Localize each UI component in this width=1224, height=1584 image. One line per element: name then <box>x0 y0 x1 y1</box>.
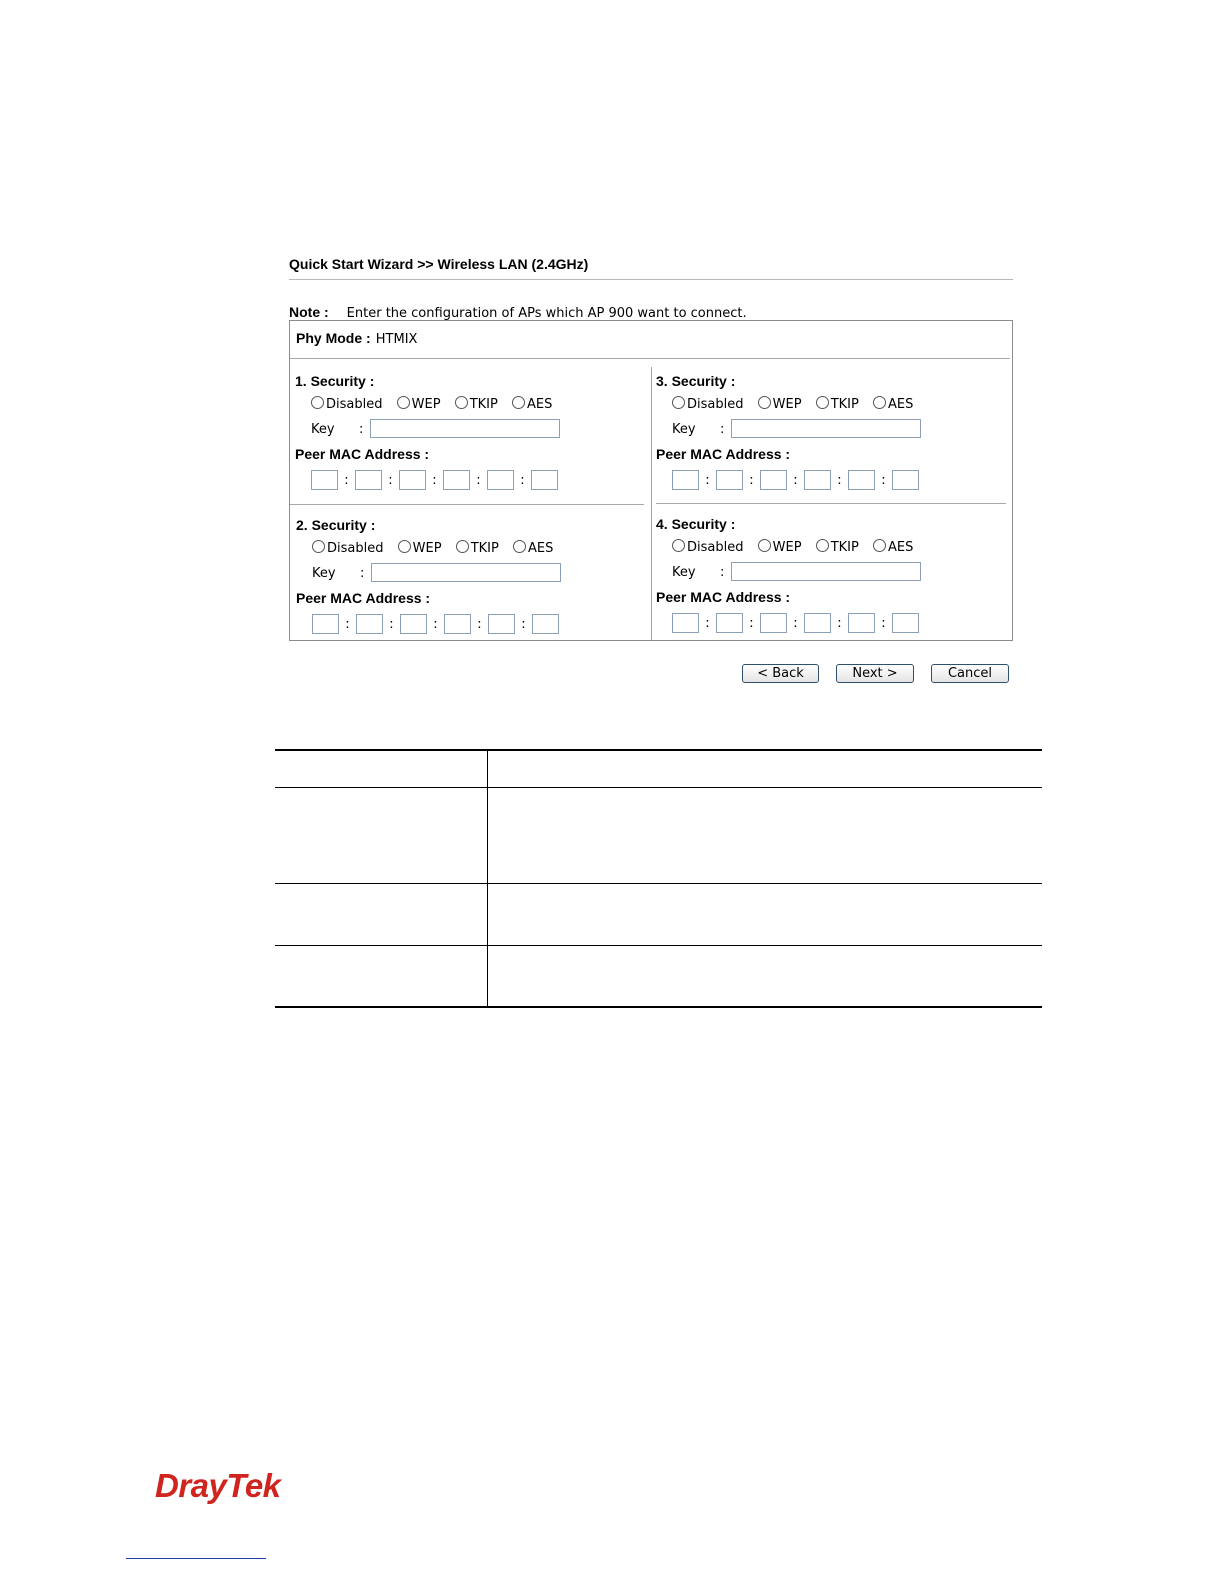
mac-separator: : <box>345 616 350 632</box>
peer-mac-title: Peer MAC Address : <box>656 589 791 605</box>
radio-label: WEP <box>412 541 442 556</box>
mac-separator: : <box>837 615 842 631</box>
key-input[interactable] <box>370 419 560 438</box>
key-input[interactable] <box>731 419 921 438</box>
radio-circle[interactable] <box>512 396 525 409</box>
ap-slot-2 <box>296 517 636 649</box>
peer-mac-row <box>312 614 559 634</box>
radio-label: WEP <box>772 397 802 412</box>
radio-circle[interactable] <box>758 396 771 409</box>
mac-separator: : <box>520 472 525 488</box>
radio-circle[interactable] <box>873 539 886 552</box>
radio-circle[interactable] <box>758 539 771 552</box>
note-text: Enter the configuration of APs which AP 900 want to connect. <box>346 306 747 321</box>
radio-circle[interactable] <box>311 396 324 409</box>
security-title: 3. Security : <box>656 373 736 389</box>
phy-mode-divider <box>290 358 1010 359</box>
mac-octet-input[interactable] <box>532 614 559 634</box>
radio-tkip[interactable] <box>455 396 498 412</box>
radio-label: WEP <box>411 397 441 412</box>
radio-label: AES <box>527 541 554 556</box>
radio-wep[interactable] <box>758 539 802 555</box>
mac-separator: : <box>881 472 886 488</box>
key-colon: : <box>720 565 725 580</box>
radio-circle[interactable] <box>672 539 685 552</box>
radio-disabled[interactable] <box>311 396 382 412</box>
radio-tkip[interactable] <box>816 396 859 412</box>
mac-octet-input[interactable] <box>356 614 383 634</box>
radio-disabled[interactable] <box>672 396 743 412</box>
table-bottom-rule <box>275 1006 1042 1008</box>
mac-separator: : <box>521 616 526 632</box>
note-label: Note : <box>289 304 329 320</box>
radio-label: Disabled <box>327 541 384 556</box>
mac-separator: : <box>476 472 481 488</box>
radio-circle[interactable] <box>397 396 410 409</box>
security-radio-group <box>312 540 563 556</box>
key-colon: : <box>720 422 725 437</box>
radio-aes[interactable] <box>513 540 553 556</box>
peer-mac-title: Peer MAC Address : <box>295 446 430 462</box>
mac-separator: : <box>749 615 754 631</box>
mac-separator: : <box>433 616 438 632</box>
radio-label: WEP <box>772 540 802 555</box>
key-label: Key <box>672 565 696 580</box>
cancel-button[interactable]: Cancel <box>931 664 1009 683</box>
key-row <box>672 422 724 437</box>
title-divider <box>289 279 1013 280</box>
mac-separator: : <box>793 615 798 631</box>
radio-label: AES <box>887 540 914 555</box>
radio-aes[interactable] <box>873 396 913 412</box>
radio-tkip[interactable] <box>456 540 499 556</box>
mac-separator: : <box>705 472 710 488</box>
radio-circle[interactable] <box>312 540 325 553</box>
radio-label: TKIP <box>830 540 859 555</box>
table-row-divider <box>275 945 1042 946</box>
radio-disabled[interactable] <box>672 539 743 555</box>
peer-mac-title: Peer MAC Address : <box>656 446 791 462</box>
wizard-title: Quick Start Wizard >> Wireless LAN (2.4GHz) <box>289 256 589 272</box>
mac-octet-input[interactable] <box>892 470 919 490</box>
key-label: Key <box>311 422 335 437</box>
ap-slot-1 <box>295 373 635 505</box>
key-input[interactable] <box>371 563 561 582</box>
radio-circle[interactable] <box>456 540 469 553</box>
phy-mode-label: Phy Mode : <box>296 330 371 346</box>
mac-octet-input[interactable] <box>848 613 875 633</box>
security-title: 1. Security : <box>295 373 375 389</box>
radio-circle[interactable] <box>455 396 468 409</box>
radio-wep[interactable] <box>397 396 441 412</box>
radio-circle[interactable] <box>873 396 886 409</box>
security-radio-group <box>672 396 923 412</box>
wireless-config-panel <box>289 320 1013 641</box>
mac-octet-input[interactable] <box>672 613 699 633</box>
radio-label: Disabled <box>326 397 383 412</box>
phy-mode <box>296 328 417 347</box>
mac-octet-input[interactable] <box>716 470 743 490</box>
table-row-divider <box>275 883 1042 884</box>
description-table <box>275 749 1042 1008</box>
mac-separator: : <box>389 616 394 632</box>
mac-separator: : <box>477 616 482 632</box>
security-title: 2. Security : <box>296 517 376 533</box>
radio-label: TKIP <box>830 397 859 412</box>
radio-label: TKIP <box>470 541 499 556</box>
key-label: Key <box>672 422 696 437</box>
key-row <box>672 565 724 580</box>
footer-rule <box>126 1558 266 1559</box>
radio-aes[interactable] <box>873 539 913 555</box>
mac-octet-input[interactable] <box>672 470 699 490</box>
radio-wep[interactable] <box>398 540 442 556</box>
security-title: 4. Security : <box>656 516 736 532</box>
mac-octet-input[interactable] <box>311 470 338 490</box>
security-radio-group <box>672 539 923 555</box>
mac-octet-input[interactable] <box>355 470 382 490</box>
note <box>289 304 747 321</box>
mac-octet-input[interactable] <box>760 613 787 633</box>
key-row <box>311 422 363 437</box>
security-radio-group <box>311 396 562 412</box>
mac-octet-input[interactable] <box>444 614 471 634</box>
radio-circle[interactable] <box>672 396 685 409</box>
radio-tkip[interactable] <box>816 539 859 555</box>
mac-separator: : <box>793 472 798 488</box>
key-colon: : <box>359 422 364 437</box>
radio-wep[interactable] <box>758 396 802 412</box>
mac-octet-input[interactable] <box>400 614 427 634</box>
radio-aes[interactable] <box>512 396 552 412</box>
radio-label: TKIP <box>469 397 498 412</box>
mac-separator: : <box>749 472 754 488</box>
back-button[interactable]: < Back <box>742 664 819 683</box>
peer-mac-row <box>311 470 558 490</box>
key-label: Key <box>312 566 336 581</box>
radio-label: AES <box>526 397 553 412</box>
peer-mac-row <box>672 613 919 633</box>
mac-octet-input[interactable] <box>716 613 743 633</box>
table-top-rule <box>275 749 1042 751</box>
mac-octet-input[interactable] <box>804 613 831 633</box>
radio-circle[interactable] <box>513 540 526 553</box>
key-input[interactable] <box>731 562 921 581</box>
key-row <box>312 566 364 581</box>
radio-circle[interactable] <box>816 539 829 552</box>
peer-mac-title: Peer MAC Address : <box>296 590 431 606</box>
mac-octet-input[interactable] <box>312 614 339 634</box>
mac-octet-input[interactable] <box>488 614 515 634</box>
radio-circle[interactable] <box>816 396 829 409</box>
mac-octet-input[interactable] <box>804 470 831 490</box>
mac-separator: : <box>432 472 437 488</box>
draytek-logo: DrayTek <box>155 1467 281 1504</box>
mac-octet-input[interactable] <box>531 470 558 490</box>
mac-separator: : <box>881 615 886 631</box>
radio-label: AES <box>887 397 914 412</box>
peer-mac-row <box>672 470 919 490</box>
mac-octet-input[interactable] <box>892 613 919 633</box>
next-button[interactable]: Next > <box>836 664 914 683</box>
mac-separator: : <box>837 472 842 488</box>
ap-slot-3 <box>656 373 996 505</box>
mac-separator: : <box>705 615 710 631</box>
key-colon: : <box>360 566 365 581</box>
mac-separator: : <box>344 472 349 488</box>
radio-circle[interactable] <box>398 540 411 553</box>
mac-octet-input[interactable] <box>399 470 426 490</box>
ap-slot-4 <box>656 516 996 648</box>
mac-octet-input[interactable] <box>443 470 470 490</box>
column-divider <box>651 367 652 640</box>
radio-label: Disabled <box>687 397 744 412</box>
mac-octet-input[interactable] <box>760 470 787 490</box>
mac-octet-input[interactable] <box>848 470 875 490</box>
mac-separator: : <box>388 472 393 488</box>
table-row-divider <box>275 787 1042 788</box>
radio-disabled[interactable] <box>312 540 383 556</box>
phy-mode-value: HTMIX <box>375 332 418 347</box>
radio-label: Disabled <box>687 540 744 555</box>
table-column-divider <box>487 749 488 1008</box>
mac-octet-input[interactable] <box>487 470 514 490</box>
